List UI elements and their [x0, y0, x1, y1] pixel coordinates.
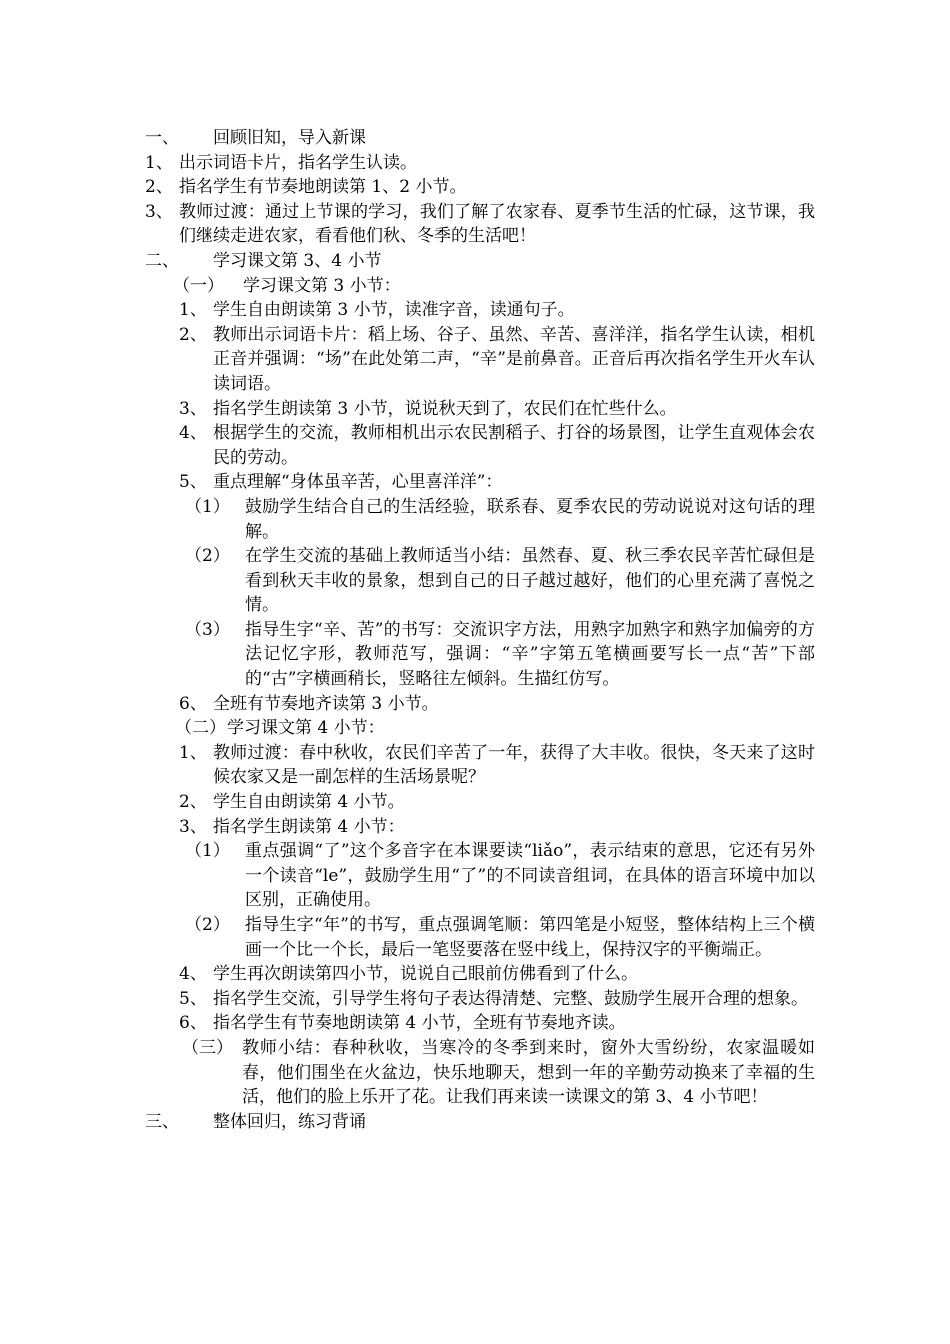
numbered-step: [145, 151, 815, 176]
numbered-step: [179, 1011, 815, 1036]
section-heading: [145, 1110, 815, 1135]
numbered-step: [179, 470, 815, 495]
line-text: 指名学生有节奏地朗读第 4 小节，全班有节奏地齐读。: [213, 1013, 626, 1034]
subsection-heading: [175, 716, 815, 741]
numbered-step: [179, 962, 815, 987]
list-marker: 2、: [145, 177, 173, 198]
numbered-step: [179, 815, 815, 840]
sub-step: [185, 839, 815, 913]
numbered-step: [179, 421, 815, 470]
list-marker: 一、: [145, 128, 179, 148]
list-marker: （二）: [175, 718, 226, 739]
sub-step: [185, 544, 815, 618]
line-text: 教师过渡：春中秋收，农民们辛苦了一年，获得了大丰收。很快，冬天来了这时候农家又是一副怎样的生活场景呢？: [213, 742, 815, 788]
list-marker: （2）: [185, 546, 230, 567]
list-marker: （三）: [182, 1037, 233, 1058]
line-text: 指名学生有节奏地朗读第 1、2 小节。: [179, 177, 467, 198]
list-marker: 3、: [145, 201, 173, 222]
list-marker: （一）: [173, 275, 224, 296]
numbered-step: [179, 692, 815, 717]
list-marker: 2、: [179, 324, 207, 345]
list-marker: 1、: [179, 742, 207, 763]
numbered-step: [179, 987, 815, 1012]
line-text: 学习课文第 4 小节：: [227, 718, 385, 739]
list-marker: 三、: [145, 1111, 179, 1132]
lesson-plan-body: [145, 126, 815, 1134]
line-text: 指名学生朗读第 4 小节：: [213, 816, 405, 837]
line-text: 指名学生朗读第 3 小节，说说秋天到了，农民们在忙些什么。: [213, 398, 677, 419]
list-marker: 2、: [179, 792, 207, 813]
line-text: 回顾旧知，导入新课: [213, 128, 366, 148]
line-text: 学习课文第 3 小节：: [243, 275, 401, 296]
line-text: 出示词语卡片，指名学生认读。: [179, 152, 417, 173]
numbered-step: [179, 790, 815, 815]
list-marker: 6、: [179, 693, 207, 714]
list-marker: 4、: [179, 423, 207, 444]
list-marker: 5、: [179, 472, 207, 493]
subsection-summary: [182, 1036, 815, 1110]
numbered-step: [179, 741, 815, 790]
line-text: 重点理解“身体虽辛苦，心里喜洋洋”：: [213, 472, 503, 493]
numbered-step: [145, 200, 815, 249]
line-text: 教师小结：春种秋收，当寒冷的冬季到来时，窗外大雪纷纷，农家温暖如春，他们围坐在火盆边，快乐地聊天，想到一年的辛勤劳动换来了幸福的生活，他们的脸上乐开了花。让我们再来读一读课文的第 3、4 小节吧！: [242, 1037, 815, 1108]
line-text: 学生自由朗读第 4 小节。: [213, 792, 405, 813]
line-text: 鼓励学生结合自己的生活经验，联系春、夏季农民的劳动说说对这句话的理解。: [245, 496, 815, 542]
sub-step: [185, 913, 815, 962]
list-marker: 二、: [145, 250, 179, 271]
list-marker: 1、: [179, 300, 207, 321]
numbered-step: [179, 298, 815, 323]
line-text: 学生再次朗读第四小节，说说自己眼前仿佛看到了什么。: [213, 964, 638, 985]
section-heading: [145, 126, 815, 151]
line-text: 指导生字“年”的书写，重点强调笔顺：第四笔是小短竖，整体结构上三个横画一个比一个长，最后一笔竖要落在竖中线上，保持汉字的平衡端正。: [245, 915, 815, 960]
sub-step: [185, 495, 815, 544]
list-marker: （3）: [185, 619, 230, 640]
line-text: 学生自由朗读第 3 小节，读准字音，读通句子。: [213, 300, 575, 321]
subsection-heading: [173, 274, 815, 299]
line-text: 整体回归，练习背诵: [213, 1111, 366, 1132]
section-heading: [145, 249, 815, 274]
line-text: 指导生字“辛、苦”的书写：交流识字方法，用熟字加熟字和熟字加偏旁的方法记忆字形，教师范写，强调：“辛”字第五笔横画要写长一点“苦”下部的“古”字横画稍长，竖略往左倾斜。生描红仿写。: [245, 619, 815, 690]
numbered-step: [179, 323, 815, 397]
line-text: 全班有节奏地齐读第 3 小节。: [213, 693, 439, 714]
numbered-step: [179, 397, 815, 422]
list-marker: 5、: [179, 988, 207, 1009]
list-marker: （1）: [185, 841, 230, 862]
sub-step: [185, 618, 815, 692]
list-marker: （1）: [185, 496, 230, 517]
line-text: 重点强调“了”这个多音字在本课要读“liǎo”，表示结束的意思，它还有另外一个读音“le”，鼓励学生用“了”的不同读音组词，在具体的语言环境中加以区别，正确使用。: [245, 841, 815, 911]
line-text: 教师出示词语卡片：稻上场、谷子、虽然、辛苦、喜洋洋，指名学生认读，相机正音并强调：“场”在此处第二声，“辛”是前鼻音。正音后再次指名学生开火车认读词语。: [213, 324, 815, 394]
line-text: 根据学生的交流，教师相机出示农民割稻子、打谷的场景图，让学生直观体会农民的劳动。: [213, 423, 815, 468]
list-marker: 1、: [145, 152, 173, 173]
line-text: 在学生交流的基础上教师适当小结：虽然春、夏、秋三季农民辛苦忙碌但是看到秋天丰收的景象，想到自己的日子越过越好，他们的心里充满了喜悦之情。: [245, 546, 815, 616]
list-marker: 3、: [179, 816, 207, 837]
line-text: 指名学生交流，引导学生将句子表达得清楚、完整、鼓励学生展开合理的想象。: [213, 988, 808, 1009]
list-marker: 4、: [179, 964, 207, 985]
line-text: 学习课文第 3、4 小节: [213, 250, 382, 271]
line-text: 教师过渡：通过上节课的学习，我们了解了农家春、夏季节生活的忙碌，这节课，我们继续走进农家，看看他们秋、冬季的生活吧！: [179, 201, 815, 247]
list-marker: 6、: [179, 1013, 207, 1034]
list-marker: （2）: [185, 915, 230, 935]
list-marker: 3、: [179, 398, 207, 419]
numbered-step: [145, 175, 815, 200]
